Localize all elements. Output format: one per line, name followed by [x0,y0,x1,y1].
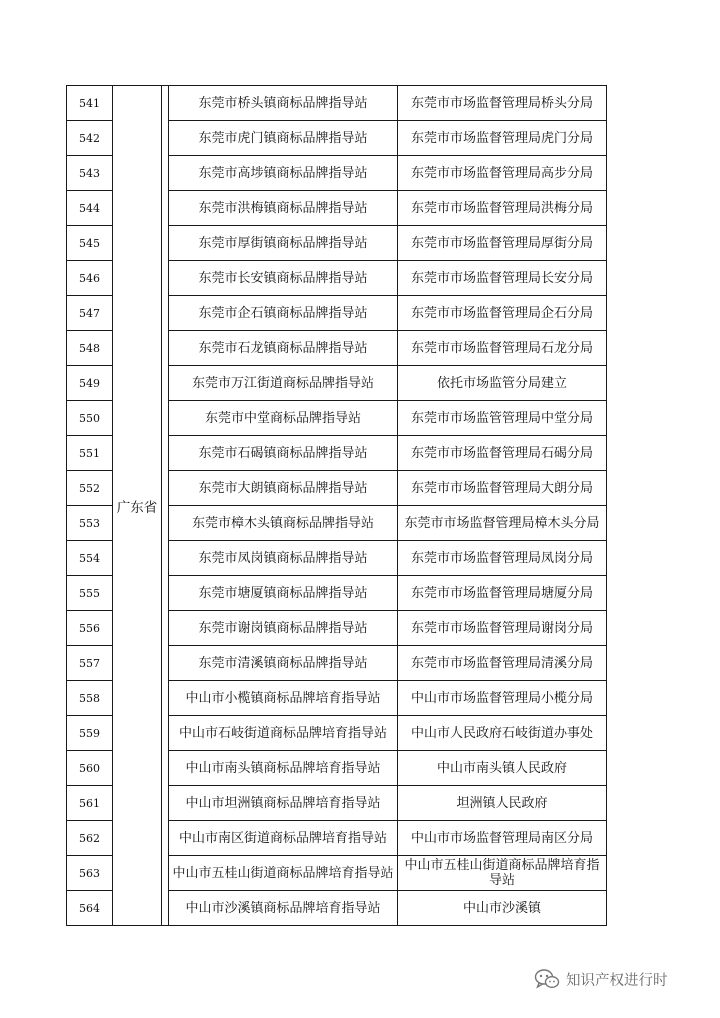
spacer-column [162,86,169,926]
supporting-unit: 依托市场监管分局建立 [398,366,607,401]
station-name: 东莞市长安镇商标品牌指导站 [169,261,398,296]
supporting-unit: 东莞市市场监督管理局厚街分局 [398,226,607,261]
station-name: 东莞市塘厦镇商标品牌指导站 [169,576,398,611]
supporting-unit: 东莞市市场监督管理局石龙分局 [398,331,607,366]
row-number: 557 [67,646,113,681]
station-name: 东莞市樟木头镇商标品牌指导站 [169,506,398,541]
supporting-unit: 中山市沙溪镇 [398,891,607,926]
station-name: 东莞市清溪镇商标品牌指导站 [169,646,398,681]
row-number: 555 [67,576,113,611]
row-number: 561 [67,786,113,821]
row-number: 553 [67,506,113,541]
supporting-unit: 东莞市市场监督管理局长安分局 [398,261,607,296]
row-number: 547 [67,296,113,331]
row-number: 550 [67,401,113,436]
station-name: 东莞市企石镇商标品牌指导站 [169,296,398,331]
row-number: 562 [67,821,113,856]
supporting-unit: 东莞市市场监管管理局中堂分局 [398,401,607,436]
supporting-unit: 东莞市市场监督管理局塘厦分局 [398,576,607,611]
station-name: 东莞市虎门镇商标品牌指导站 [169,121,398,156]
supporting-unit: 中山市人民政府石岐街道办事处 [398,716,607,751]
supporting-unit: 东莞市市场监督管理局谢岗分局 [398,611,607,646]
supporting-unit: 东莞市市场监督管理局桥头分局 [398,86,607,121]
supporting-unit: 东莞市市场监督管理局清溪分局 [398,646,607,681]
station-name: 东莞市万江街道商标品牌指导站 [169,366,398,401]
station-name: 东莞市高埗镇商标品牌指导站 [169,156,398,191]
row-number: 564 [67,891,113,926]
station-name: 中山市小榄镇商标品牌培育指导站 [169,681,398,716]
supporting-unit: 中山市市场监督管理局南区分局 [398,821,607,856]
station-name: 东莞市谢岗镇商标品牌指导站 [169,611,398,646]
supporting-unit: 中山市五桂山街道商标品牌培育指 导站 [398,856,607,891]
row-number: 548 [67,331,113,366]
row-number: 549 [67,366,113,401]
station-name: 中山市南头镇商标品牌培育指导站 [169,751,398,786]
row-number: 546 [67,261,113,296]
watermark-text: 知识产权进行时 [566,972,668,989]
row-number: 560 [67,751,113,786]
station-name: 中山市南区街道商标品牌培育指导站 [169,821,398,856]
station-table [66,85,607,926]
supporting-unit: 东莞市市场监督管理局凤岗分局 [398,541,607,576]
supporting-unit: 东莞市市场监督管理局大朗分局 [398,471,607,506]
station-name: 东莞市厚街镇商标品牌指导站 [169,226,398,261]
supporting-unit: 东莞市市场监督管理局企石分局 [398,296,607,331]
row-number: 556 [67,611,113,646]
station-name: 中山市五桂山街道商标品牌培育指导站 [169,856,398,891]
wechat-icon [534,968,560,990]
station-name: 东莞市中堂商标品牌指导站 [169,401,398,436]
row-number: 544 [67,191,113,226]
row-number: 563 [67,856,113,891]
row-number: 545 [67,226,113,261]
supporting-unit: 东莞市市场监督管理局樟木头分局 [398,506,607,541]
station-name: 中山市石岐街道商标品牌培育指导站 [169,716,398,751]
supporting-unit: 东莞市市场监督管理局虎门分局 [398,121,607,156]
row-number: 559 [67,716,113,751]
province-cell: 广东省 [113,86,162,926]
station-name: 中山市坦洲镇商标品牌培育指导站 [169,786,398,821]
supporting-unit: 中山市市场监督管理局小榄分局 [398,681,607,716]
supporting-unit: 东莞市市场监督管理局石碣分局 [398,436,607,471]
station-name: 东莞市石碣镇商标品牌指导站 [169,436,398,471]
station-name: 东莞市洪梅镇商标品牌指导站 [169,191,398,226]
row-number: 558 [67,681,113,716]
station-table-body [67,86,607,926]
row-number: 551 [67,436,113,471]
row-number: 542 [67,121,113,156]
watermark [534,966,668,992]
table-row [67,86,607,121]
supporting-unit: 坦洲镇人民政府 [398,786,607,821]
supporting-unit: 东莞市市场监督管理局高步分局 [398,156,607,191]
row-number: 543 [67,156,113,191]
row-number: 554 [67,541,113,576]
row-number: 552 [67,471,113,506]
station-name: 中山市沙溪镇商标品牌培育指导站 [169,891,398,926]
station-name: 东莞市凤岗镇商标品牌指导站 [169,541,398,576]
station-name: 东莞市石龙镇商标品牌指导站 [169,331,398,366]
supporting-unit: 东莞市市场监督管理局洪梅分局 [398,191,607,226]
station-name: 东莞市桥头镇商标品牌指导站 [169,86,398,121]
row-number: 541 [67,86,113,121]
station-name: 东莞市大朗镇商标品牌指导站 [169,471,398,506]
supporting-unit: 中山市南头镇人民政府 [398,751,607,786]
